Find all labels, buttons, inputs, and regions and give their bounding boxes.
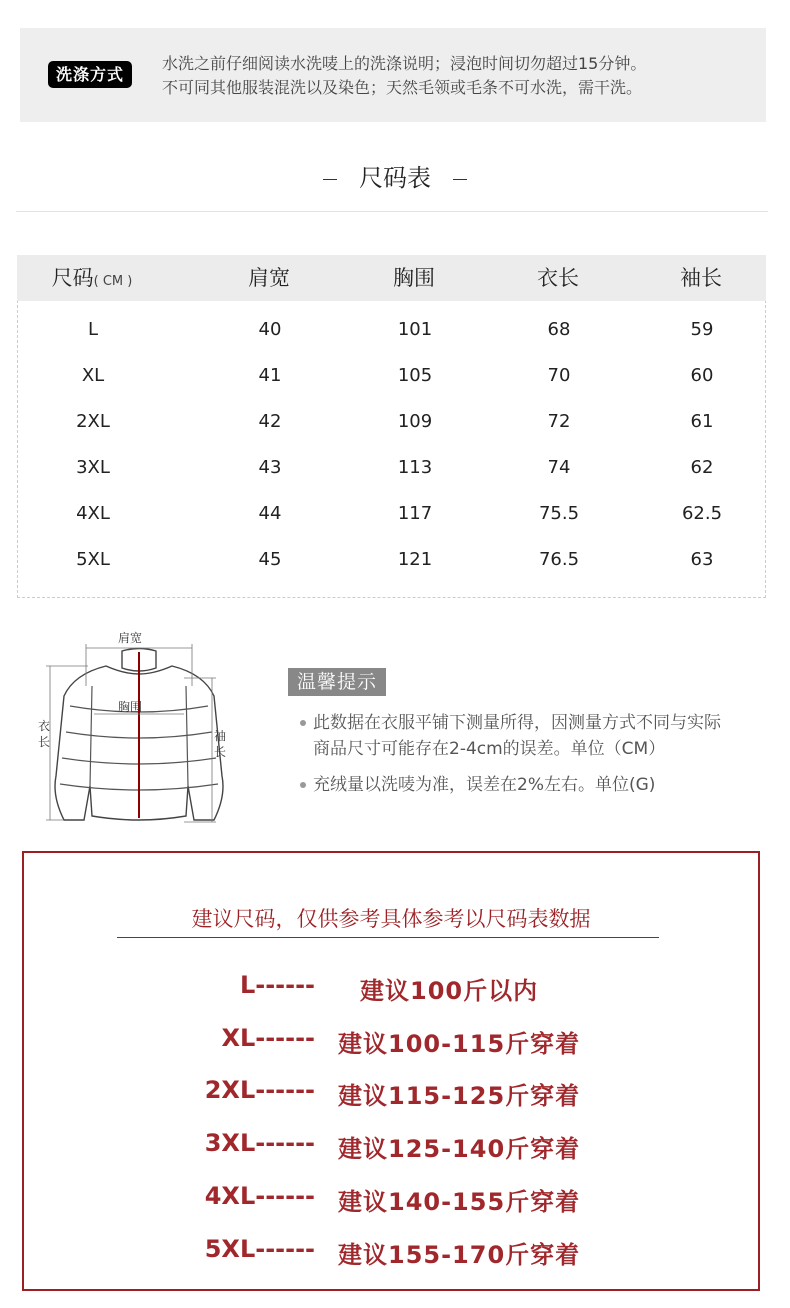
- cell-size: 4XL: [76, 503, 110, 524]
- washing-text: [162, 52, 646, 100]
- recommendation-desc: 建议100斤以内: [360, 977, 539, 1005]
- diagram-length-label-1: 衣: [38, 719, 51, 733]
- washing-section: [20, 28, 766, 122]
- cell-length: 75.5: [538, 503, 580, 524]
- header-unit: ( CM ): [93, 274, 133, 289]
- washing-badge: 洗涤方式: [48, 61, 132, 88]
- recommendation-row: [24, 1024, 758, 1064]
- size-chart-title: 尺码表: [359, 164, 431, 192]
- recommendation-row: [24, 971, 758, 1011]
- diagram-sleeve-label-2: 长: [214, 745, 227, 759]
- header-chest: 胸围: [393, 266, 435, 290]
- cell-chest: 121: [397, 549, 433, 570]
- cell-sleeve: 60: [690, 365, 714, 386]
- cell-chest: 109: [397, 411, 433, 432]
- recommendation-size: XL------: [221, 1024, 315, 1052]
- washing-line-1: 水洗之前仔细阅读水洗唛上的洗涤说明；浸泡时间切勿超过15分钟。: [162, 54, 647, 73]
- cell-shoulder: 41: [258, 365, 282, 386]
- cell-shoulder: 44: [258, 503, 282, 524]
- cell-length: 72: [547, 411, 571, 432]
- table-header: [17, 255, 766, 301]
- table-row: [18, 445, 765, 491]
- cell-chest: 113: [397, 457, 433, 478]
- recommendation-size: 2XL------: [204, 1076, 315, 1104]
- recommendation-desc: 建议155-170斤穿着: [338, 1241, 581, 1269]
- cell-size: 3XL: [76, 457, 110, 478]
- recommendation-size: 3XL------: [204, 1129, 315, 1157]
- cell-size: XL: [81, 365, 105, 386]
- diagram-chest-label: 胸围: [118, 700, 143, 714]
- cell-sleeve: 62: [690, 457, 714, 478]
- cell-size: 5XL: [76, 549, 110, 570]
- cell-chest: 101: [397, 319, 433, 340]
- header-size-label: 尺码: [51, 266, 94, 290]
- recommendation-size: L------: [239, 971, 315, 999]
- cell-sleeve: 61: [690, 411, 714, 432]
- tip-1-line-1: 此数据在衣服平铺下测量所得，因测量方式不同与实际: [313, 713, 721, 733]
- header-sleeve: 袖长: [680, 266, 722, 290]
- title-dash-right: [453, 179, 467, 180]
- bullet-icon: [300, 782, 306, 788]
- diagram-shoulder-label: 肩宽: [118, 631, 143, 645]
- table-row: [18, 353, 765, 399]
- recommendation-row: [24, 1129, 758, 1169]
- cell-chest: 105: [397, 365, 433, 386]
- size-recommendation-box: [22, 851, 760, 1291]
- recommendation-row: [24, 1076, 758, 1116]
- tips-badge: 温馨提示: [288, 668, 386, 696]
- cell-shoulder: 45: [258, 549, 282, 570]
- table-row: [18, 491, 765, 537]
- cell-shoulder: 42: [258, 411, 282, 432]
- washing-line-2: 不可同其他服装混洗以及染色；天然毛领或毛条不可水洗，需干洗。: [162, 78, 643, 97]
- recommendation-row: [24, 1235, 758, 1275]
- cell-length: 68: [547, 319, 571, 340]
- recommendation-desc: 建议100-115斤穿着: [338, 1030, 581, 1058]
- jacket-icon: [55, 649, 223, 821]
- cell-shoulder: 43: [258, 457, 282, 478]
- title-dash-left: [323, 179, 337, 180]
- cell-sleeve: 59: [690, 319, 714, 340]
- header-length: 衣长: [537, 266, 579, 290]
- table-row: [18, 307, 765, 353]
- header-size: [17, 255, 167, 301]
- tip-item: [300, 710, 721, 762]
- header-shoulder: 肩宽: [248, 266, 290, 290]
- recommendation-row: [24, 1182, 758, 1222]
- diagram-sleeve-label-1: 袖: [214, 729, 227, 743]
- diagram-length-label-2: 长: [38, 735, 51, 749]
- size-chart-heading: [0, 158, 790, 193]
- cell-shoulder: 40: [258, 319, 282, 340]
- recommendation-title: 建议尺码，仅供参考具体参考以尺码表数据: [191, 907, 591, 931]
- cell-length: 74: [547, 457, 571, 478]
- tip-item: [300, 772, 655, 798]
- recommendation-underline: [117, 937, 659, 938]
- size-table: [17, 255, 766, 598]
- table-row: [18, 537, 765, 583]
- tip-2: 充绒量以洗唛为准，误差在2%左右。单位(G): [313, 775, 656, 795]
- divider: [16, 211, 768, 212]
- recommendation-size: 4XL------: [204, 1182, 315, 1210]
- cell-size: 2XL: [76, 411, 110, 432]
- cell-length: 76.5: [538, 549, 580, 570]
- cell-length: 70: [547, 365, 571, 386]
- tip-1-line-2: 商品尺寸可能存在2-4cm的误差。单位（CM）: [313, 739, 666, 759]
- cell-chest: 117: [397, 503, 433, 524]
- bullet-icon: [300, 720, 306, 726]
- jacket-measurement-diagram: [34, 626, 234, 826]
- table-row: [18, 399, 765, 445]
- cell-size: L: [87, 319, 99, 340]
- recommendation-size: 5XL------: [204, 1235, 315, 1263]
- recommendation-desc: 建议125-140斤穿着: [338, 1135, 581, 1163]
- cell-sleeve: 63: [690, 549, 714, 570]
- cell-sleeve: 62.5: [681, 503, 723, 524]
- recommendation-desc: 建议140-155斤穿着: [338, 1188, 581, 1216]
- recommendation-desc: 建议115-125斤穿着: [338, 1082, 581, 1110]
